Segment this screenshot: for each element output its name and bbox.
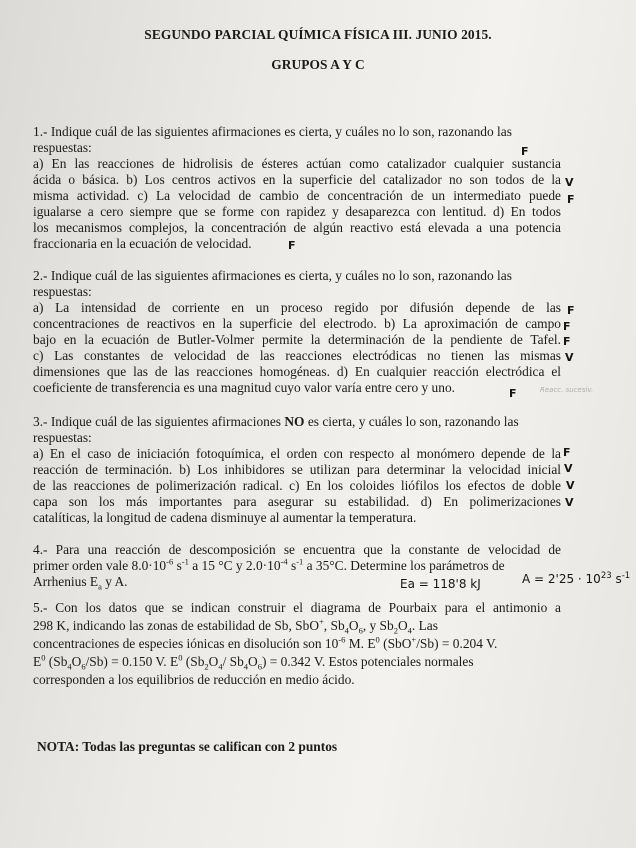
q4-text: s (287, 558, 297, 573)
q5-line (33, 617, 561, 635)
q4-text: a 15 °C y 2.0·10 (188, 558, 281, 573)
handwritten-exp: -1 (621, 571, 631, 581)
exam-groups: GRUPOS A Y C (271, 57, 365, 72)
handwritten-mark: F (563, 320, 571, 333)
q2-line: respuestas: (33, 284, 92, 299)
handwritten-mark: V (565, 351, 574, 364)
question-3 (33, 414, 561, 526)
handwritten-mark: V (564, 462, 573, 475)
handwritten-mark: F (563, 335, 571, 348)
q5-text: M. E (345, 636, 376, 651)
handwritten-mark: F (563, 446, 571, 459)
q4-exp: -6 (166, 556, 174, 567)
q1-line: misma actividad. c) La velocidad de cambio de concentración de un intermediato puede (33, 188, 561, 203)
q2-line: dimensiones que las de las reacciones homogéneas. d) En cualquier reacción electródica el (33, 364, 561, 379)
q5-sub: 6 (257, 661, 262, 672)
handwritten-mark: V (566, 479, 575, 492)
q5-line (33, 635, 561, 653)
q5-sup: 0 (178, 652, 183, 663)
q3-line: reacción de terminación. b) Los inhibidores se utilizan para determinar la velocidad inicial (33, 462, 561, 477)
q5-text: concentraciones de especies iónicas en disolución son 10 (33, 636, 339, 651)
q4-exp: -1 (296, 556, 304, 567)
handwritten-text: A = 2'25 · 10 (522, 572, 601, 586)
grading-note: NOTA: Todas las preguntas se califican con 2 puntos (37, 739, 338, 754)
q1-line: fraccionaria en la ecuación de velocidad. (33, 236, 252, 251)
handwritten-mark: F (288, 239, 296, 252)
handwritten-mark: F (567, 193, 575, 206)
q5-line (33, 653, 561, 671)
q3-emphasis: NO (284, 414, 305, 429)
q2-line: concentraciones de reactivos en la superficie del electrodo. b) La aproximación de campo (33, 316, 561, 331)
q5-sup: 0 (375, 634, 380, 645)
q2-line: a) La intensidad de corriente en un proceso regido por difusión depende de las (33, 300, 561, 315)
q5-sub: 4 (67, 661, 72, 672)
q2-line: coeficiente de transferencia es una magnitud cuyo valor varía entre cero y uno. (33, 380, 455, 395)
q5-text: O (397, 618, 408, 633)
handwritten-answer-ea: Ea = 118'8 kJ (400, 577, 481, 591)
q1-line: los mecanismos complejos, la concentración de algún reactivo está elevada a una potencia (33, 220, 561, 235)
q5-sup: 0 (41, 652, 46, 663)
q5-sub: 6 (358, 625, 363, 636)
q5-text: , y Sb (362, 618, 394, 633)
q4-sub: a (98, 581, 102, 592)
handwritten-answer-a (522, 572, 630, 586)
q3-line: catalíticas, la longitud de cadena disminuye al aumentar la temperatura. (33, 510, 417, 525)
q4-line: 4.- Para una reacción de descomposición se encuentra que la constante de velocidad de (33, 542, 561, 557)
q1-line: igualarse a cero siempre que se forme con rapidez y desaparezca con lentitud. d) En todos (33, 204, 561, 219)
q4-text: a 35°C. Determine los parámetros de (303, 558, 505, 573)
q4-text: primer orden vale 8.0·10 (33, 558, 167, 573)
q5-sub: 4 (243, 661, 249, 672)
question-1 (33, 124, 561, 252)
handwritten-mark: V (565, 176, 574, 189)
handwritten-mark: F (509, 387, 517, 400)
handwritten-mark: V (565, 496, 574, 509)
handwritten-mark: F (521, 145, 529, 158)
handwritten-note: Reacc. sucesiv. (540, 386, 594, 394)
q4-line (33, 558, 561, 574)
q5-text: 298 K, indicando las zonas de estabilidad de Sb, SbO (33, 618, 319, 633)
q5-text: ) = 0.342 V. Estos potenciales normales (261, 654, 474, 669)
q5-text: O (71, 654, 82, 669)
q1-line: ácida o básica. b) Los centros activos en la superficie del catalizador no son todos de la (33, 172, 561, 187)
q5-text: /Sb) = 0.204 V. (416, 636, 498, 651)
q5-text: , Sb (323, 618, 345, 633)
q4-text: Arrhenius E (33, 574, 99, 589)
q3-line: a) En el caso de iniciación fotoquímica, el orden con respecto al monómero depende de la (33, 446, 561, 461)
q5-sup: + (319, 616, 324, 627)
q5-text: (Sb (45, 654, 68, 669)
q4-exp: -1 (181, 556, 189, 567)
q5-text: (Sb (182, 654, 205, 669)
question-2 (33, 268, 561, 396)
q3-line: capa son los más importantes para asegurar su estabilidad. d) En polimerizaciones (33, 494, 561, 509)
handwritten-text: s (615, 572, 622, 586)
question-4 (33, 542, 561, 590)
q5-text: / Sb (222, 654, 244, 669)
q5-line: corresponden a los equilibrios de reducción en medio ácido. (33, 672, 355, 687)
q5-text: . Las (411, 618, 438, 633)
q1-line: a) En las reacciones de hidrolisis de ésteres actúan como catalizador cualquier sustancia (33, 156, 561, 171)
q5-text: O (208, 654, 219, 669)
q5-line: 5.- Con los datos que se indican construir el diagrama de Pourbaix para el antimonio a (33, 600, 561, 615)
q5-sub: 4 (407, 625, 412, 636)
q4-line (33, 574, 561, 590)
q4-text: s (173, 558, 182, 573)
q3-line: respuestas: (33, 430, 92, 445)
q2-line: bajo en la ecuación de Butler-Volmer permite la determinación de la pendiente de Tafel. (33, 332, 561, 347)
q5-text: (SbO (379, 636, 412, 651)
q3-line (33, 414, 561, 430)
q4-exp: -4 (280, 556, 288, 567)
q5-sub: 4 (344, 625, 349, 636)
q3-text: es cierta, y cuáles lo son, razonando las (307, 414, 519, 429)
handwritten-mark: F (567, 304, 575, 317)
q5-text: E (33, 654, 42, 669)
q5-sub: 6 (81, 661, 86, 672)
q5-sub: 2 (204, 661, 209, 672)
q3-line: de las reacciones de polimerización radical. c) En los coloides liófilos los efectos de doble (33, 478, 561, 493)
q4-text: y A. (101, 574, 128, 589)
q2-line: 2.- Indique cuál de las siguientes afirmaciones es cierta, y cuáles no lo son, razonando las (33, 268, 512, 283)
q3-text: 3.- Indique cuál de las siguientes afirmaciones (33, 414, 282, 429)
exam-title: SEGUNDO PARCIAL QUÍMICA FÍSICA III. JUNIO 2015. (144, 27, 492, 42)
q5-sub: 4 (218, 661, 223, 672)
q5-sup: -6 (338, 634, 346, 645)
q1-line: respuestas: (33, 140, 92, 155)
q5-text: O (248, 654, 258, 669)
question-5 (33, 599, 561, 689)
q5-sub: 2 (393, 625, 398, 636)
handwritten-exp: 23 (600, 571, 612, 581)
q2-line: c) Las constantes de velocidad de las reacciones electródicas no tienen las mismas (33, 348, 561, 363)
q5-text: /Sb) = 0.150 V. E (85, 654, 179, 669)
q5-text: O (348, 618, 359, 633)
q5-sup: + (411, 634, 417, 645)
q1-line: 1.- Indique cuál de las siguientes afirmaciones es cierta, y cuáles no lo son, razonando las (33, 124, 512, 139)
